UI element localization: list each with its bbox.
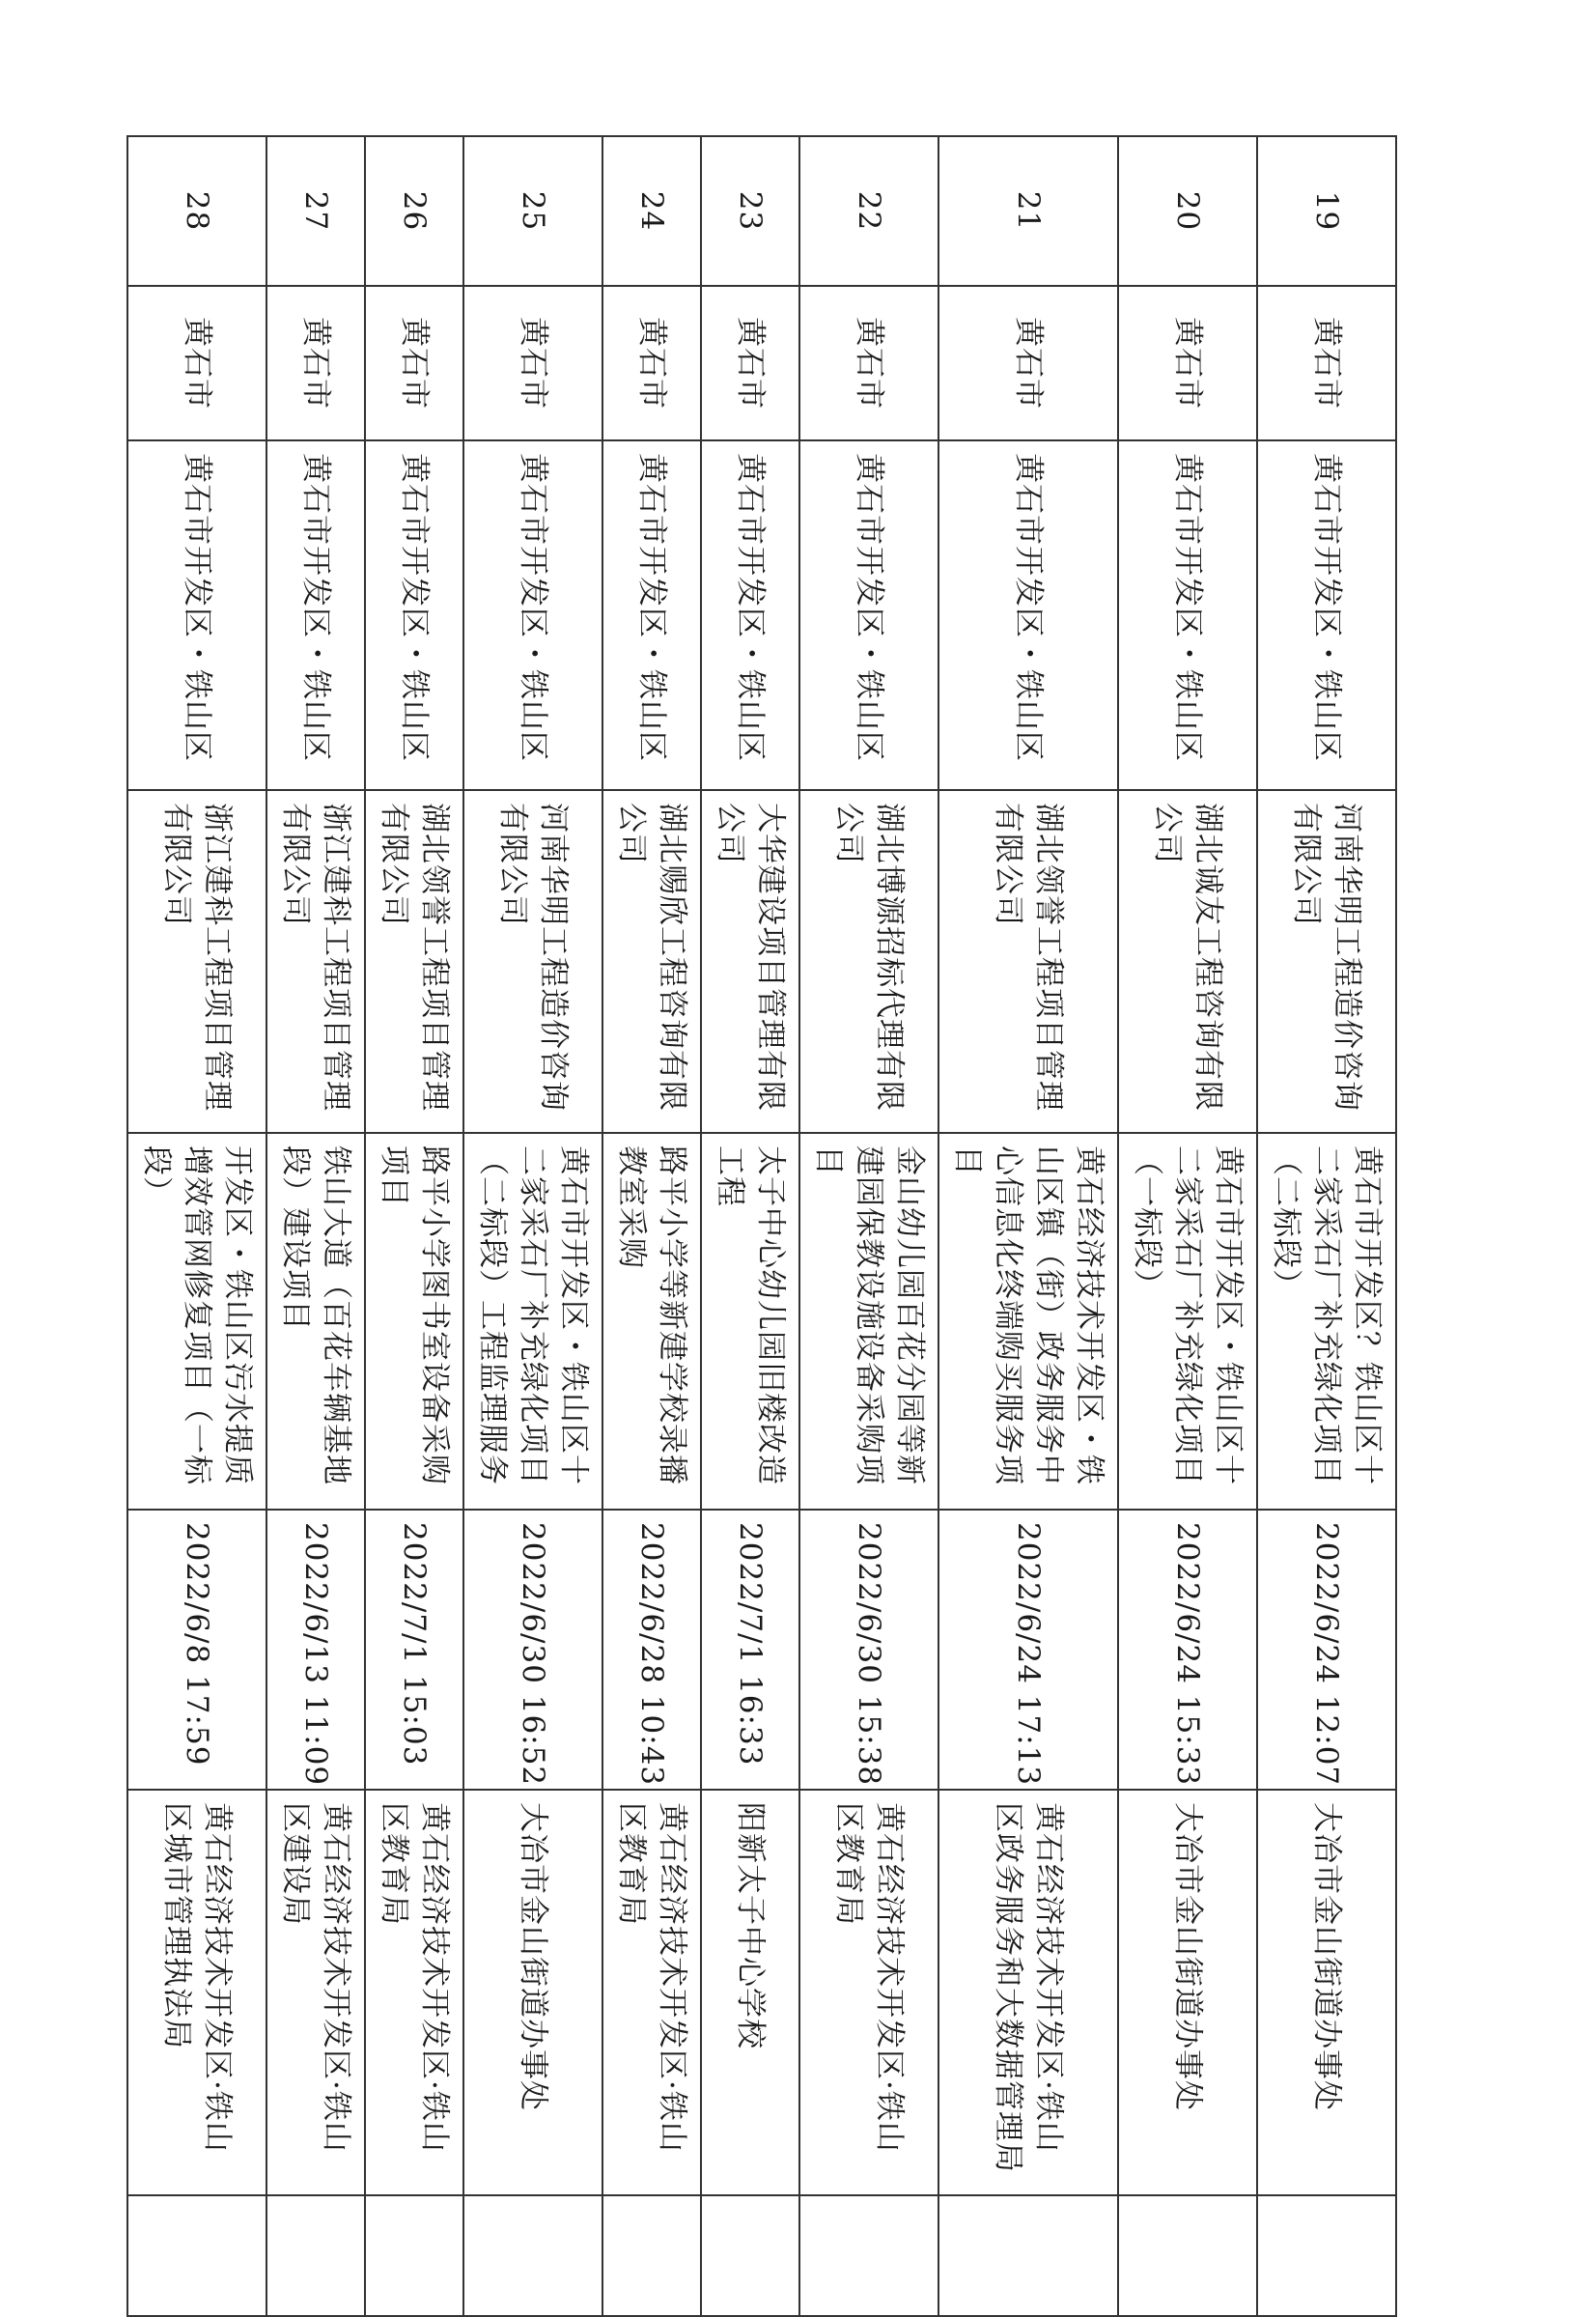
agency-cell: 湖北诚友工程咨询有限公司: [1118, 790, 1257, 1133]
time-cell: 2022/6/30 15:38: [799, 1510, 938, 1790]
district-cell: 黄石市开发区・铁山区: [938, 440, 1118, 790]
owner-cell: 阳新太子中心学校: [701, 1790, 799, 2195]
district-cell: 黄石市开发区・铁山区: [799, 440, 938, 790]
table-row: [365, 136, 463, 2316]
project-cell: 黄石市开发区？铁山区十二家采石厂补充绿化项目（二标段）: [1257, 1133, 1396, 1510]
owner-cell: 大冶市金山街道办事处: [1118, 1790, 1257, 2195]
row-number: 28: [127, 136, 266, 286]
agency-cell: 河南华明工程造价咨询有限公司: [1257, 790, 1396, 1133]
table-row: [602, 136, 701, 2316]
owner-cell: 黄石经济技术开发区·铁山区教育局: [799, 1790, 938, 2195]
rotated-table-sheet: [139, 135, 1397, 2173]
city-cell: 黄石市: [938, 286, 1118, 440]
city-cell: 黄石市: [266, 286, 365, 440]
owner-cell: 黄石经济技术开发区·铁山区教育局: [602, 1790, 701, 2195]
owner-cell: 大冶市金山街道办事处: [463, 1790, 602, 2195]
row-number: 20: [1118, 136, 1257, 286]
city-cell: 黄石市: [799, 286, 938, 440]
city-cell: 黄石市: [1118, 286, 1257, 440]
district-cell: 黄石市开发区・铁山区: [1257, 440, 1396, 790]
table-row: [127, 136, 266, 2316]
project-cell: 路平小学等新建学校录播教室采购: [602, 1133, 701, 1510]
district-cell: 黄石市开发区・铁山区: [266, 440, 365, 790]
time-cell: 2022/7/1 16:33: [701, 1510, 799, 1790]
project-cell: 黄石市开发区・铁山区十二家采石厂补充绿化项目（一标段）: [1118, 1133, 1257, 1510]
row-number: 26: [365, 136, 463, 286]
project-cell: 金山幼儿园百花分园等新建园保教设施设备采购项目: [799, 1133, 938, 1510]
time-cell: 2022/6/8 17:59: [127, 1510, 266, 1790]
time-cell: 2022/6/28 10:43: [602, 1510, 701, 1790]
agency-cell: 湖北博源招标代理有限公司: [799, 790, 938, 1133]
row-number: 23: [701, 136, 799, 286]
owner-cell: 大冶市金山街道办事处: [1257, 1790, 1396, 2195]
table-row: [463, 136, 602, 2316]
district-cell: 黄石市开发区・铁山区: [1118, 440, 1257, 790]
table-row: [799, 136, 938, 2316]
row-number: 24: [602, 136, 701, 286]
project-cell: 铁山大道（百花车辆基地段）建设项目: [266, 1133, 365, 1510]
owner-cell: 黄石经济技术开发区·铁山区政务服务和大数据管理局: [938, 1790, 1118, 2195]
row-number: 25: [463, 136, 602, 286]
agency-cell: 湖北赐欣工程咨询有限公司: [602, 790, 701, 1133]
city-cell: 黄石市: [1257, 286, 1396, 440]
city-cell: 黄石市: [127, 286, 266, 440]
agency-cell: 湖北领誉工程项目管理有限公司: [365, 790, 463, 1133]
table-row: [938, 136, 1118, 2316]
project-cell: 黄石市开发区・铁山区十二家采石厂补充绿化项目（二标段）工程监理服务: [463, 1133, 602, 1510]
table-body: [127, 136, 1396, 2316]
project-cell: 黄石经济技术开发区・铁山区镇（街）政务服务中心信息化终端购买服务项目: [938, 1133, 1118, 1510]
time-cell: 2022/6/13 11:09: [266, 1510, 365, 1790]
project-cell: 太子中心幼儿园旧楼改造工程: [701, 1133, 799, 1510]
owner-cell: 黄石经济技术开发区·铁山区教育局: [365, 1790, 463, 2195]
row-number: 27: [266, 136, 365, 286]
city-cell: 黄石市: [365, 286, 463, 440]
table-row: [266, 136, 365, 2316]
agency-cell: 大华建设项目管理有限公司: [701, 790, 799, 1133]
agency-cell: 湖北领誉工程项目管理有限公司: [938, 790, 1118, 1133]
row-number: 22: [799, 136, 938, 286]
agency-cell: 浙江建科工程项目管理有限公司: [266, 790, 365, 1133]
table-row: [1118, 136, 1257, 2316]
district-cell: 黄石市开发区・铁山区: [463, 440, 602, 790]
project-cell: 开发区・铁山区污水提质增效管网修复项目（一标段）: [127, 1133, 266, 1510]
district-cell: 黄石市开发区・铁山区: [602, 440, 701, 790]
city-cell: 黄石市: [701, 286, 799, 440]
district-cell: 黄石市开发区・铁山区: [365, 440, 463, 790]
city-cell: 黄石市: [463, 286, 602, 440]
time-cell: 2022/6/24 15:33: [1118, 1510, 1257, 1790]
row-number: 19: [1257, 136, 1396, 286]
projects-table: [126, 135, 1397, 2317]
time-cell: 2022/6/24 12:07: [1257, 1510, 1396, 1790]
city-cell: 黄石市: [602, 286, 701, 440]
agency-cell: 浙江建科工程项目管理有限公司: [127, 790, 266, 1133]
time-cell: 2022/6/30 16:52: [463, 1510, 602, 1790]
district-cell: 黄石市开发区・铁山区: [127, 440, 266, 790]
table-row: [1257, 136, 1396, 2316]
owner-cell: 黄石经济技术开发区·铁山区建设局: [266, 1790, 365, 2195]
time-cell: 2022/6/24 17:13: [938, 1510, 1118, 1790]
agency-cell: 河南华明工程造价咨询有限公司: [463, 790, 602, 1133]
table-row: [701, 136, 799, 2316]
row-number: 21: [938, 136, 1118, 286]
time-cell: 2022/7/1 15:03: [365, 1510, 463, 1790]
owner-cell: 黄石经济技术开发区·铁山区城市管理执法局: [127, 1790, 266, 2195]
project-cell: 路平小学图书室设备采购项目: [365, 1133, 463, 1510]
district-cell: 黄石市开发区・铁山区: [701, 440, 799, 790]
